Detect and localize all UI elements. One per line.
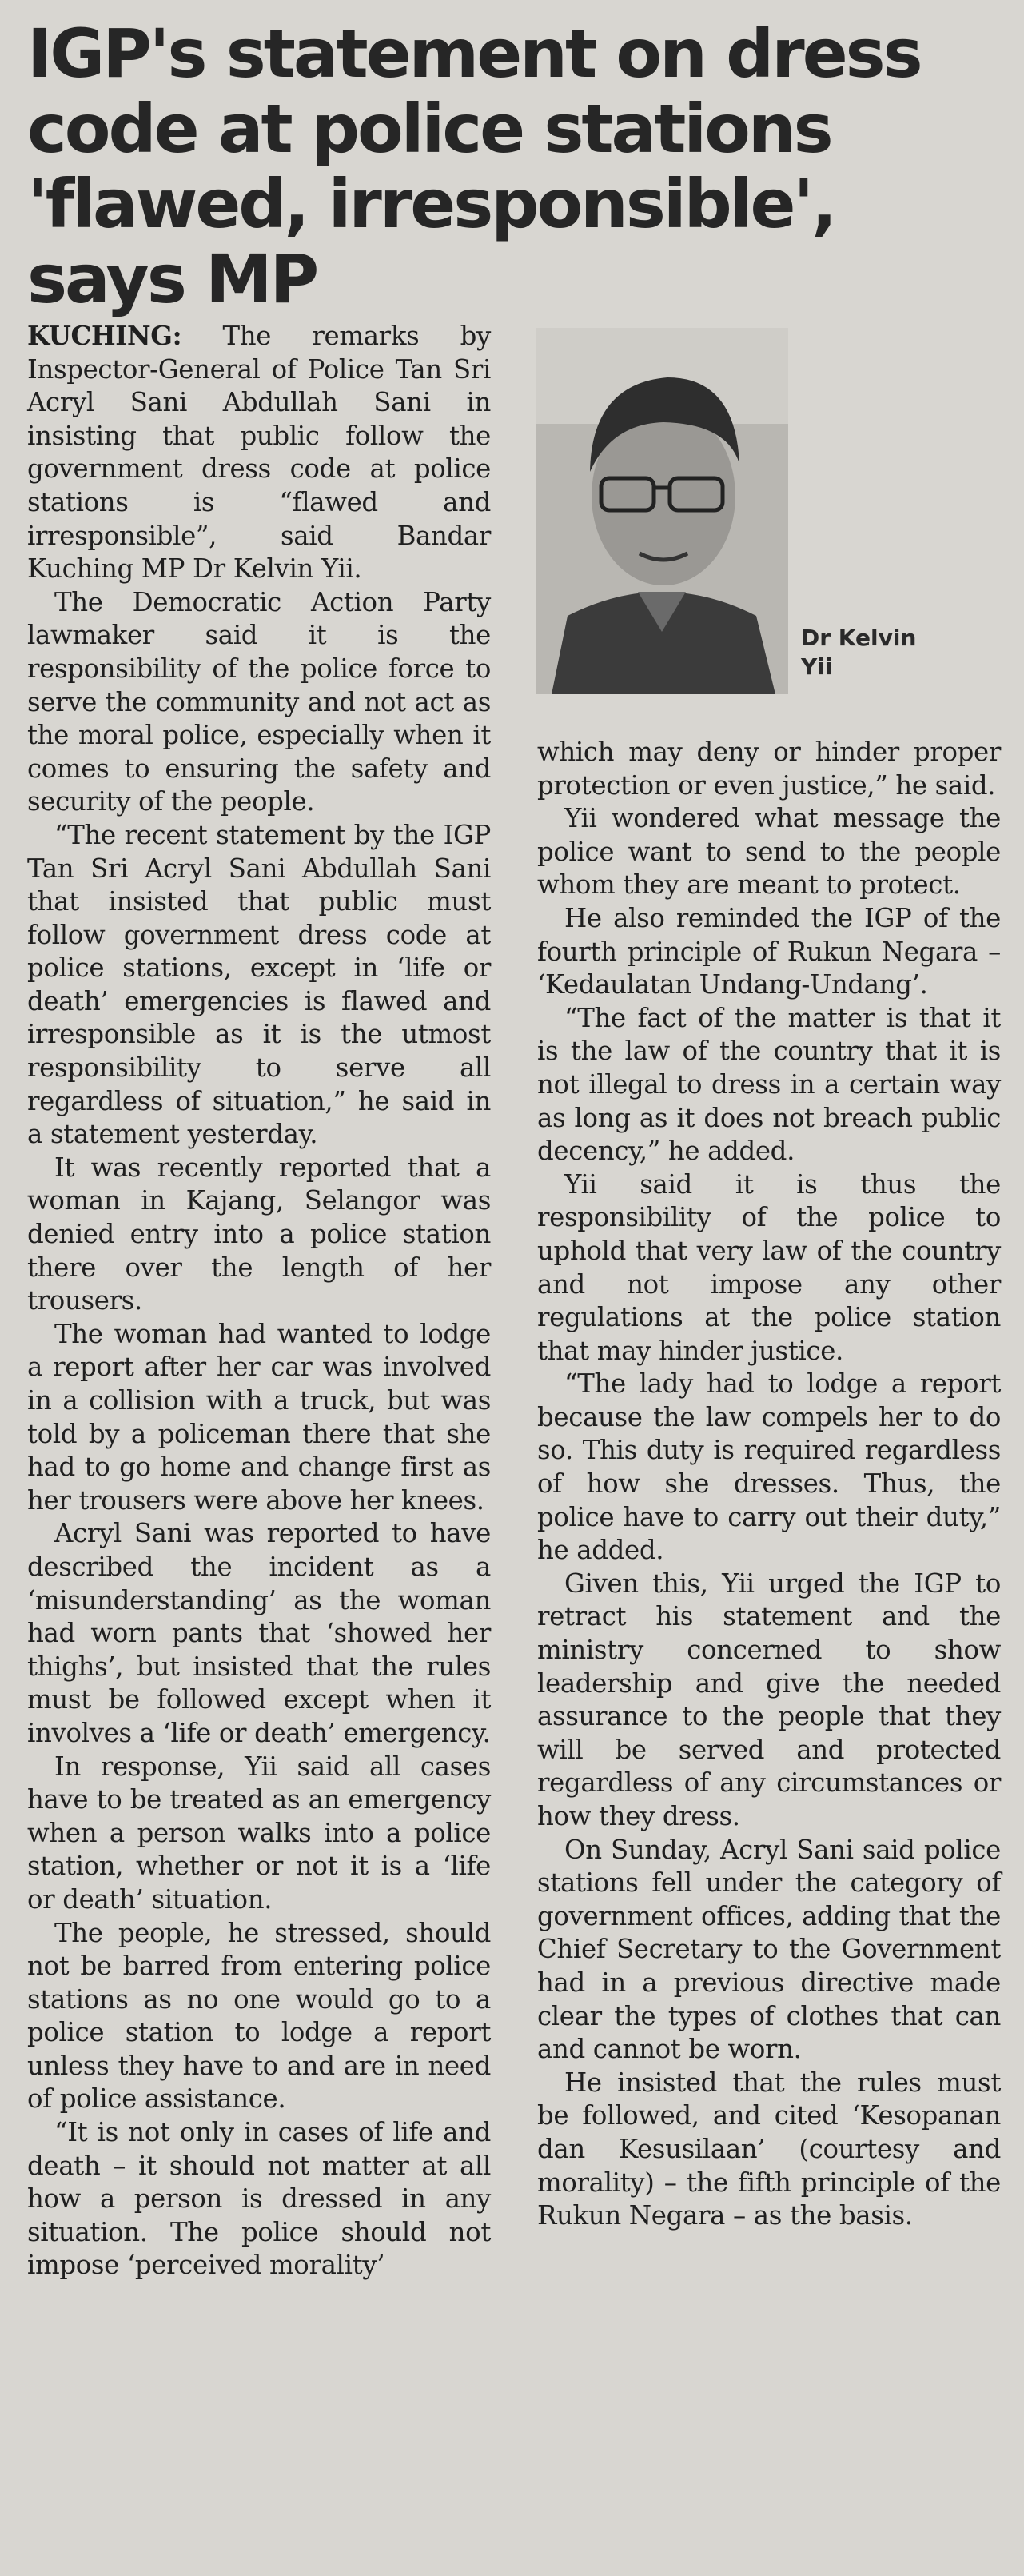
paragraph: He also reminded the IGP of the fourth principle of Rukun Negara – ‘Kedaulatan Undang-Undang’. [537,902,1001,1000]
paragraph: “It is not only in cases of life and death – it should not matter at all how a person is dressed in any situation. The police should not impose ‘perceived morality’ [27,2117,491,2281]
paragraph: “The recent statement by the IGP Tan Sri Acryl Sani Abdullah Sani that insisted that public must follow government dress code at police stations, except in ‘life or death’ emergencies is flawed and irresponsible as it is the utmost responsibility to serve all regardless of situation,” he said in a statement yesterday. [27,819,491,1150]
paragraph: “The fact of the matter is that it is the law of the country that it is not illegal to dress in a certain way as long as it does not breach public decency,” he added. [537,1002,1001,1167]
headline: IGP's statement on dress code at police stations 'flawed, irresponsible', says MP [27,14,921,318]
paragraph: Acryl Sani was reported to have described the incident as a ‘misunderstanding’ as the woman had worn pants that ‘showed her thighs’, but insisted that the rules must be followed except when it involves a ‘life or death’ emergency. [27,1518,491,1748]
photo-caption: Dr Kelvin Yii [801,625,917,680]
paragraph: In response, Yii said all cases have to be treated as an emergency when a person walks into a police station, whether or not it is a ‘life or death’ situation. [27,1751,491,1915]
paragraph-text: The remarks by Inspector-General of Police Tan Sri Acryl Sani Abdullah Sani in insisting that public follow the government dress code at police stations is “flawed and irresponsible”, said Bandar Kuching MP Dr Kelvin Yii. [27,321,491,585]
portrait-photo [536,328,788,694]
paragraph: which may deny or hinder proper protection or even justice,” he said. [537,737,1001,801]
article-column-2 [537,736,1001,2233]
paragraph: “The lady had to lodge a report because the law compels her to do so. This duty is required regardless of how she dresses. Thus, the police have to carry out their duty,” he added. [537,1368,1001,1566]
portrait-illustration [536,328,788,694]
paragraph: Given this, Yii urged the IGP to retract his statement and the ministry concerned to show leadership and give the needed assurance to the people that they will be served and protected regardless of any circumstances or how they dress. [537,1568,1001,1831]
paragraph: Yii said it is thus the responsibility of the police to uphold that very law of the country and not impose any other regulations at the police station that may hinder justice. [537,1168,1001,1366]
paragraph: The Democratic Action Party lawmaker said it is the responsibility of the police force to serve the community and not act as the moral police, especially when it comes to ensuring the safety and security of the people. [27,586,491,817]
article-column-1 [27,320,491,2282]
paragraph: He insisted that the rules must be followed, and cited ‘Kesopanan dan Kesusilaan’ (courtesy and morality) – the fifth principle of the Rukun Negara – as the basis. [537,2067,1001,2231]
paragraph [27,320,491,586]
paragraph: The people, he stressed, should not be barred from entering police stations as no one would go to a police station to lodge a report unless they have to and are in need of police assistance. [27,1917,491,2115]
dateline: KUCHING: [27,321,182,351]
paragraph: On Sunday, Acryl Sani said police stations fell under the category of government offices, adding that the Chief Secretary to the Government had in a previous directive made clear the types of clothes that can and cannot be worn. [537,1834,1001,2065]
paragraph: The woman had wanted to lodge a report after her car was involved in a collision with a truck, but was told by a policeman there that she had to go home and change first as her trousers were above her knees. [27,1318,491,1516]
paragraph: Yii wondered what message the police want to send to the people whom they are meant to protect. [537,803,1001,901]
paragraph: It was recently reported that a woman in Kajang, Selangor was denied entry into a police station there over the length of her trousers. [27,1152,491,1316]
